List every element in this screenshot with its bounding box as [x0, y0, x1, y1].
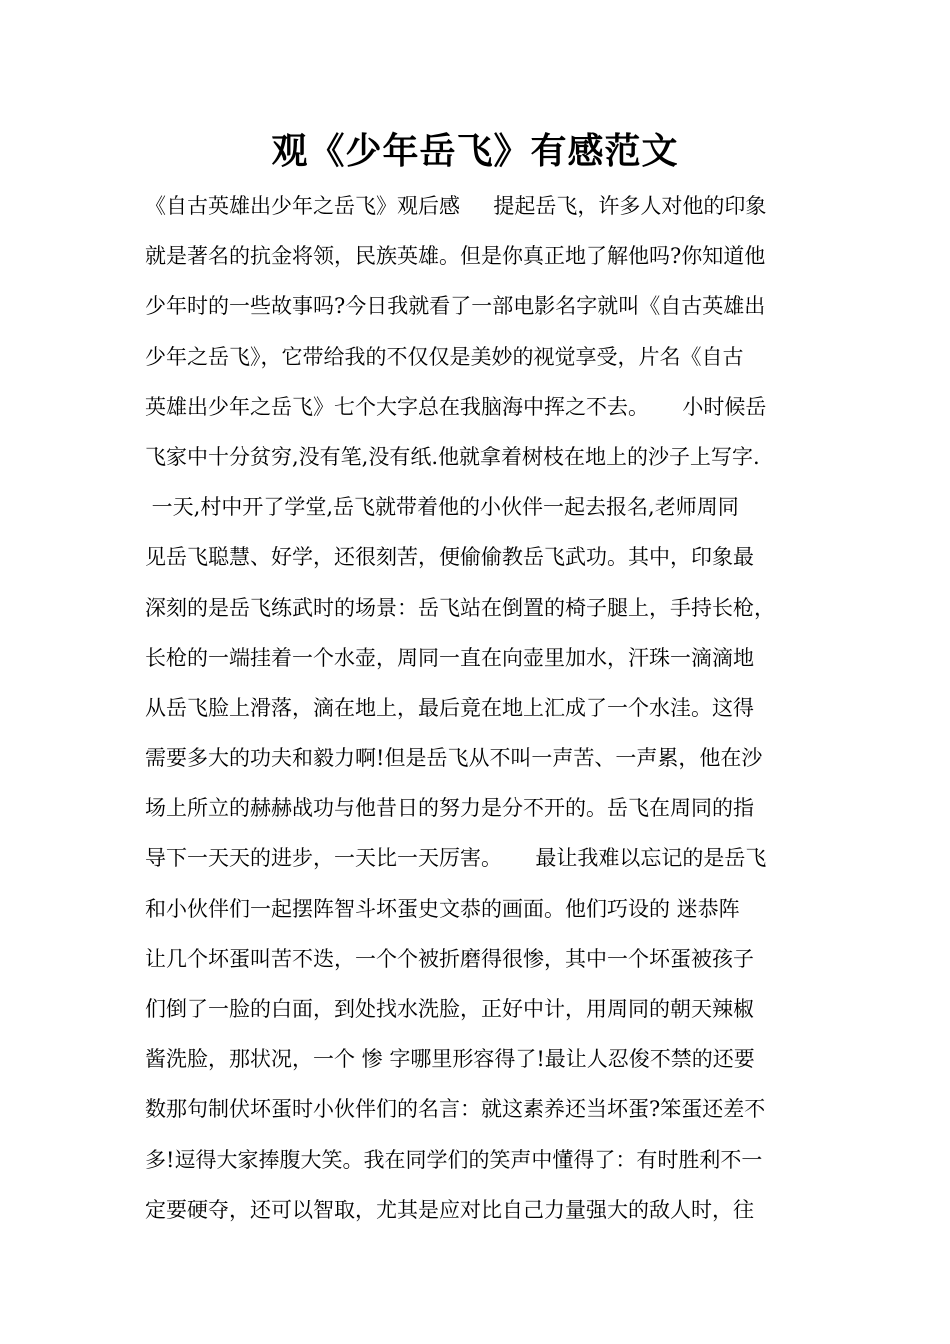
body-line: 需要多大的功夫和毅力啊!但是岳飞从不叫一声苦、一声累，他在沙 [145, 746, 763, 771]
body-line: 场上所立的赫赫战功与他昔日的努力是分不开的。岳飞在周同的指 [145, 796, 754, 821]
body-line: 飞家中十分贫穷,没有笔,没有纸.他就拿着树枝在地上的沙子上写字. [145, 444, 760, 469]
document-body [145, 181, 815, 1235]
body-line: 深刻的是岳飞练武时的场景：岳飞站在倒置的椅子腿上，手持长枪， [145, 595, 775, 620]
body-line: 定要硬夺，还可以智取，尤其是应对比自己力量强大的敌人时，往 [145, 1197, 754, 1222]
body-line: 见岳飞聪慧、好学，还很刻苦，便偷偷教岳飞武功。其中，印象最 [145, 545, 754, 570]
body-line: 从岳飞脸上滑落，滴在地上，最后竟在地上汇成了一个水洼。这得 [145, 695, 754, 720]
body-line: 少年时的一些故事吗?今日我就看了一部电影名字就叫《自古英雄出 [145, 294, 766, 319]
body-line: 英雄出少年之岳飞》七个大字总在我脑海中挥之不去。 小时候岳 [145, 394, 767, 419]
body-line: 就是著名的抗金将领，民族英雄。但是你真正地了解他吗?你知道他 [145, 244, 766, 269]
body-line: 和小伙伴们一起摆阵智斗坏蛋史文恭的画面。他们巧设的 迷恭阵 [145, 896, 740, 921]
body-line: 《自古英雄出少年之岳飞》观后感 提起岳飞，许多人对他的印象 [145, 194, 767, 218]
body-line: 导下一天天的进步，一天比一天厉害。 最让我难以忘记的是岳飞 [145, 846, 767, 871]
body-line: 少年之岳飞》，它带给我的不仅仅是美妙的视觉享受，片名《自古 [145, 344, 744, 369]
body-line: 让几个坏蛋叫苦不迭，一个个被折磨得很惨，其中一个坏蛋被孩子 [145, 946, 754, 971]
body-line: 多!逗得大家捧腹大笑。我在同学们的笑声中懂得了：有时胜利不一 [145, 1147, 763, 1172]
document-title: 观《少年岳飞》有感范文 [271, 131, 679, 172]
body-line: 酱洗脸，那状况，一个 惨 字哪里形容得了!最让人忍俊不禁的还要 [145, 1047, 755, 1072]
body-line: 数那句制伏坏蛋时小伙伴们的名言：就这素养还当坏蛋?笨蛋还差不 [145, 1097, 766, 1122]
body-line: 们倒了一脸的白面，到处找水洗脸，正好中计，用周同的朝天辣椒 [145, 997, 754, 1021]
body-line: 一天,村中开了学堂,岳飞就带着他的小伙伴一起去报名,老师周同 [145, 495, 739, 520]
body-line: 长枪的一端挂着一个水壶，周同一直在向壶里加水，汗珠一滴滴地 [145, 645, 754, 670]
